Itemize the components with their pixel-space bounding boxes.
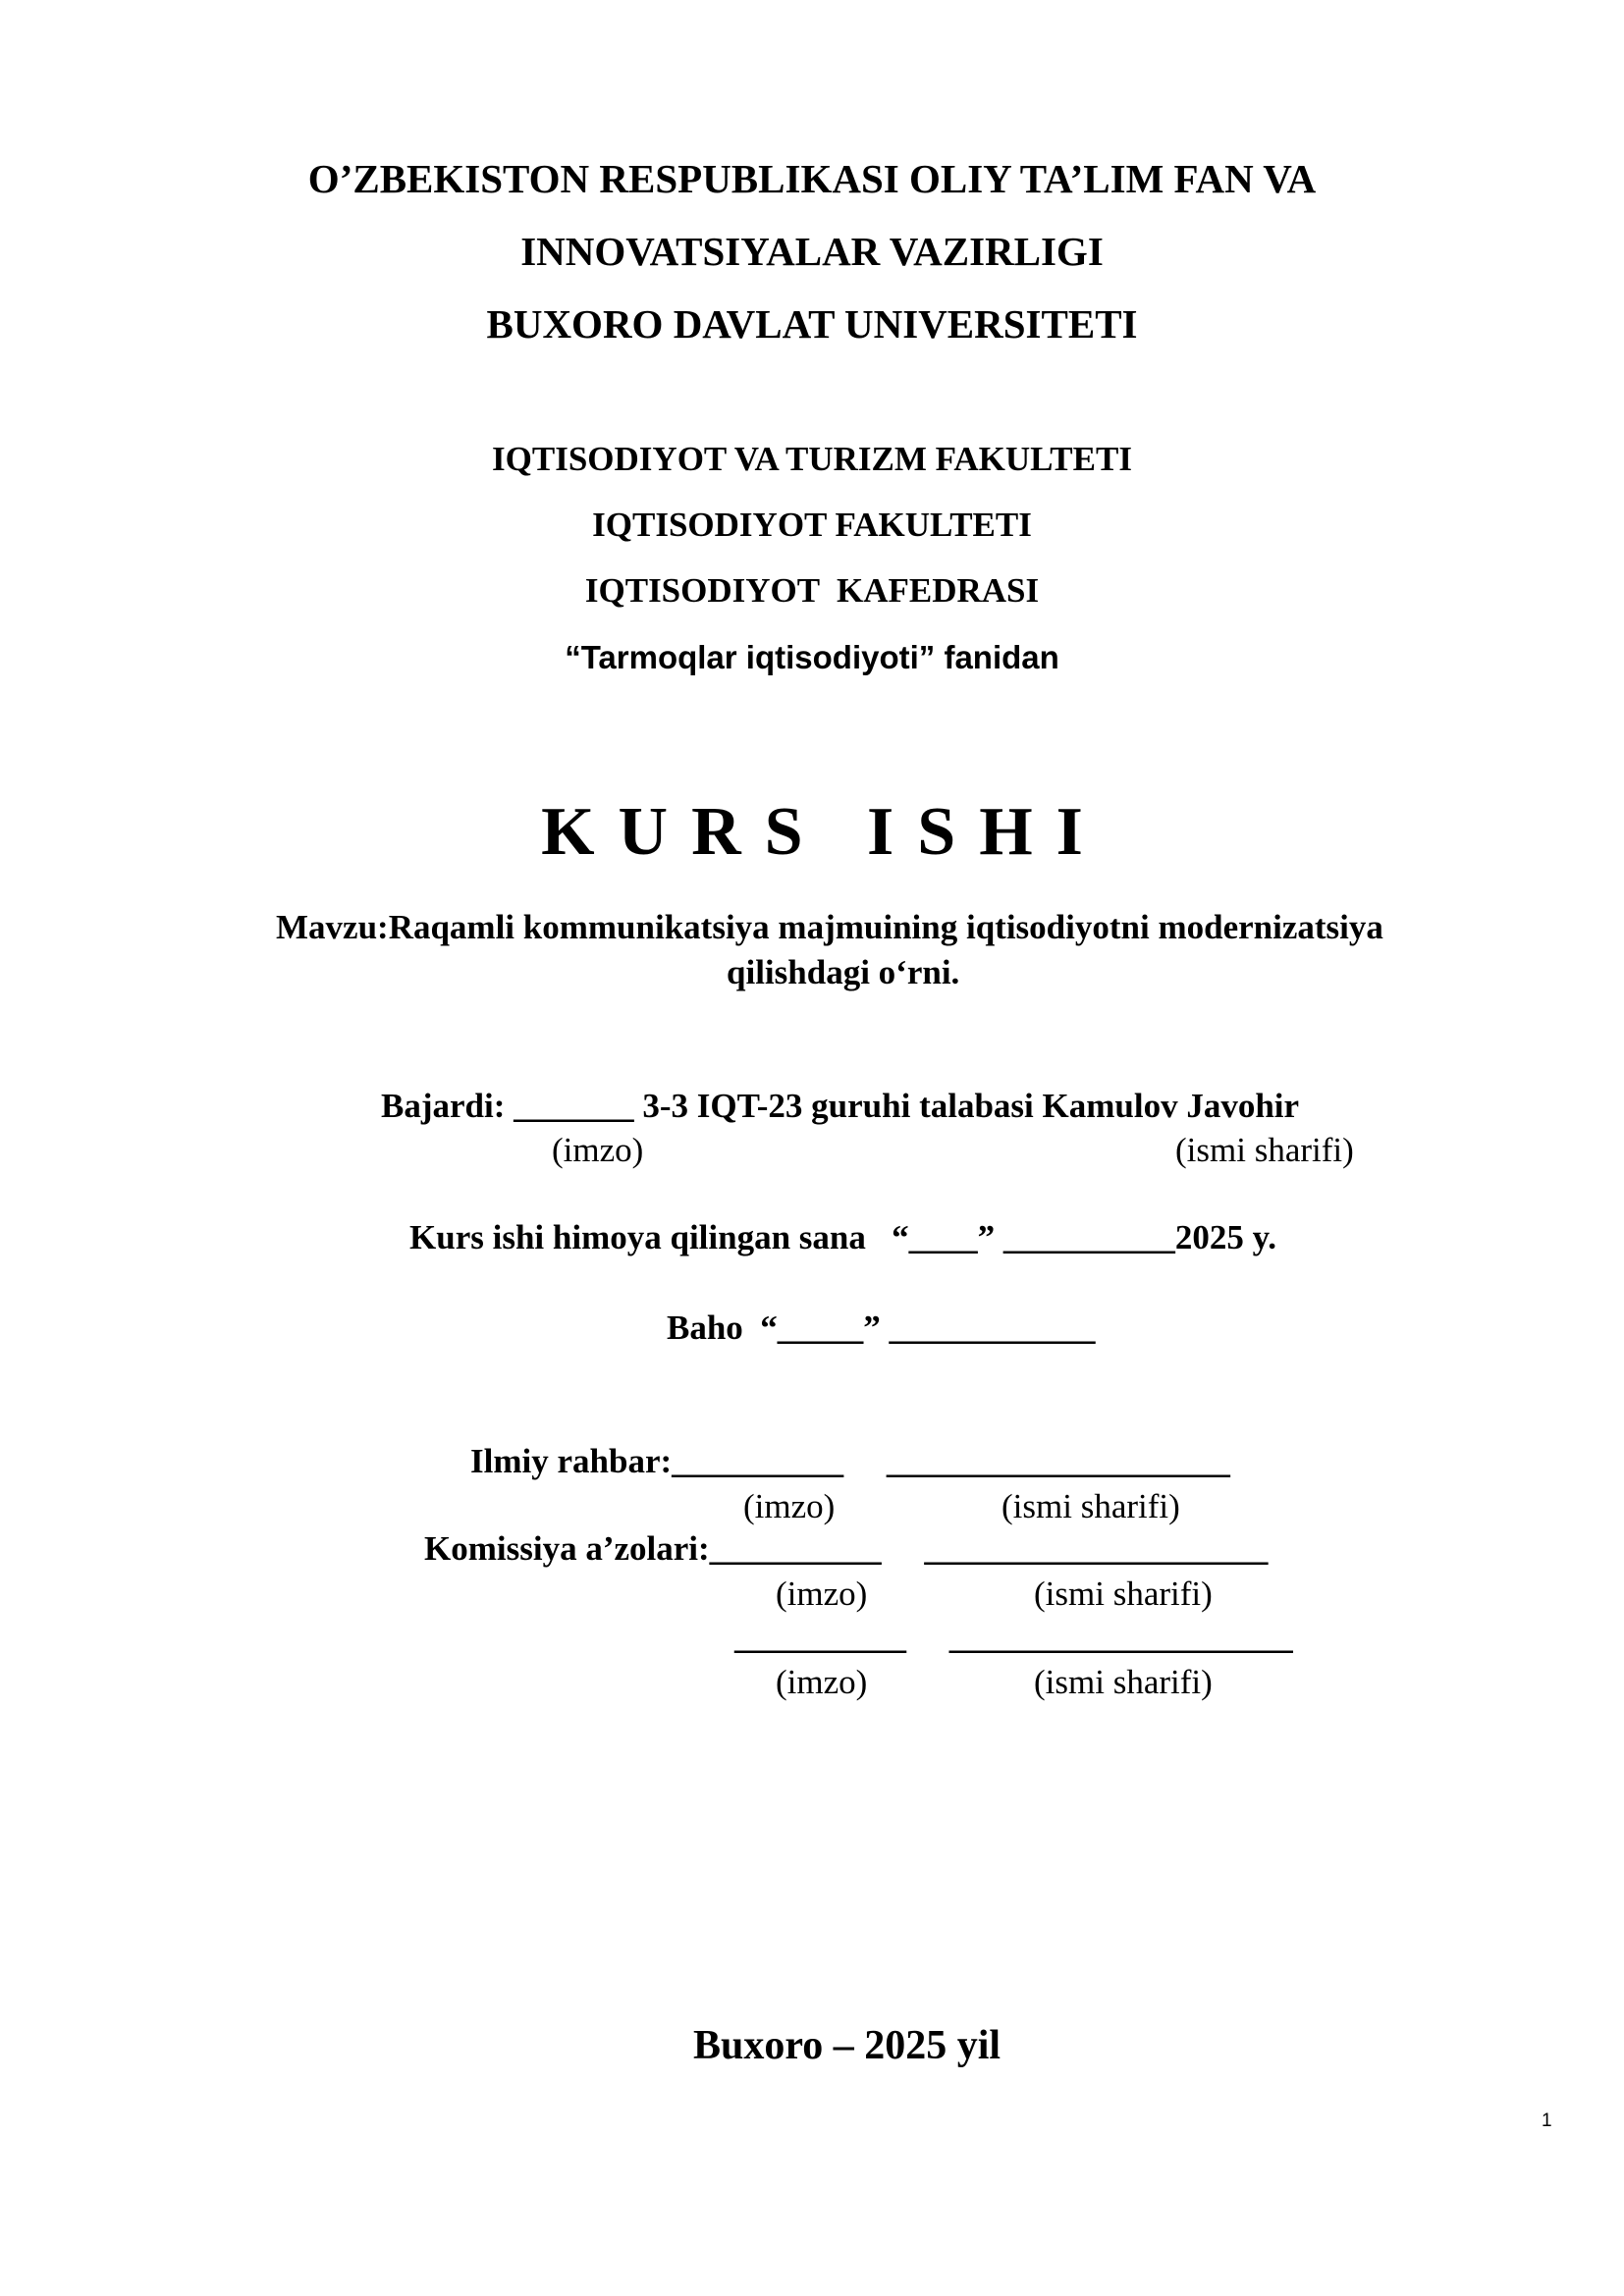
performer-line: Bajardi: _______ 3-3 IQT-23 guruhi talabasi Kamulov Javohir	[381, 1087, 1300, 1125]
faculty-2: IQTISODIYOT FAKULTETI	[592, 506, 1032, 544]
commission-name-caption-2: (ismi sharifi)	[1034, 1663, 1213, 1701]
commission-sign-caption-2: (imzo)	[776, 1663, 868, 1701]
commission-sign-caption: (imzo)	[776, 1575, 868, 1613]
chair-name: IQTISODIYOT KAFEDRASI	[584, 571, 1040, 610]
performer-sign-caption: (imzo)	[552, 1131, 644, 1169]
subject-name: “Tarmoqlar iqtisodiyoti” fanidan	[565, 639, 1059, 675]
commission-name-caption: (ismi sharifi)	[1034, 1575, 1213, 1613]
supervisor-name-caption: (ismi sharifi)	[1001, 1487, 1180, 1525]
ministry-line-2: INNOVATSIYALAR VAZIRLIGI	[520, 229, 1104, 274]
document-title: KURS ISHI	[541, 794, 1107, 870]
defense-date-line: Kurs ishi himoya qilingan sana “____” __________2025 y.	[409, 1218, 1276, 1256]
performer-name-caption: (ismi sharifi)	[1175, 1131, 1354, 1169]
place-year: Buxoro – 2025 yil	[693, 2023, 1001, 2068]
supervisor-line: Ilmiy rahbar:__________ ____________________	[470, 1442, 1230, 1480]
supervisor-sign-caption: (imzo)	[743, 1487, 836, 1525]
faculty-1: IQTISODIYOT VA TURIZM FAKULTETI	[492, 440, 1132, 478]
topic-line-1: Mavzu:Raqamli kommunikatsiya majmuining iqtisodiyotni modernizatsiya	[276, 908, 1383, 946]
grade-line: Baho “_____” ____________	[667, 1308, 1096, 1347]
page-number: 1	[1542, 2110, 1552, 2131]
topic-line-2: qilishdagi o‘rni.	[727, 953, 960, 991]
commission-line: Komissiya a’zolari:__________ ____________________	[424, 1529, 1269, 1568]
ministry-line-1: O’ZBEKISTON RESPUBLIKASI OLIY TA’LIM FAN VA	[307, 156, 1317, 201]
commission-line-2: __________ ____________________	[734, 1618, 1293, 1656]
university-name: BUXORO DAVLAT UNIVERSITETI	[486, 301, 1138, 347]
